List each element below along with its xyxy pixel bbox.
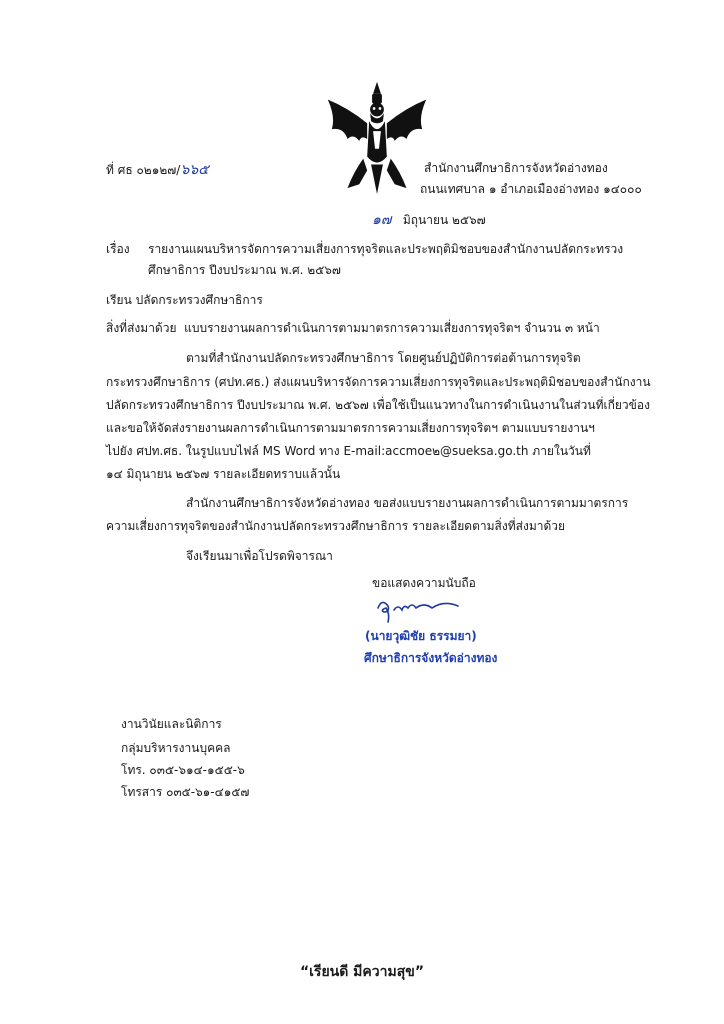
paragraph-2-line-2: ความเสี่ยงการทุจริตของสำนักงานปลัดกระทรวงศึกษาธิการ รายละเอียดตามสิ่งที่ส่งมาด้วย <box>106 519 566 533</box>
enclosure-value: แบบรายงานผลการดำเนินการตามมาตรการความเสี่ยงการทุจริตฯ จำนวน ๓ หน้า <box>184 321 600 335</box>
reference-number-handwritten: ๖๖๕ <box>180 162 209 178</box>
date-month-year: มิถุนายน ๒๕๖๗ <box>402 213 486 227</box>
subject-label: เรื่อง <box>106 242 130 256</box>
closing-salutation: ขอแสดงความนับถือ <box>372 576 476 590</box>
contact-phone: โทร. ๐๓๕-๖๑๔-๑๕๕-๖ <box>121 763 245 777</box>
letter-date <box>372 212 486 228</box>
office-address: ถนนเทศบาล ๑ อำเภอเมืองอ่างทอง ๑๔๐๐๐ <box>420 182 642 196</box>
enclosure-label: สิ่งที่ส่งมาด้วย <box>106 321 177 335</box>
paragraph-1-line-3: ปลัดกระทรวงศึกษาธิการ ปีงบประมาณ พ.ศ. ๒๕๖๗ เพื่อใช้เป็นแนวทางในการดำเนินงานในส่วนที่เกี่ยวข้อง <box>106 398 650 412</box>
handwritten-signature <box>372 596 464 624</box>
office-name: สำนักงานศึกษาธิการจังหวัดอ่างทอง <box>424 161 608 175</box>
paragraph-1-line-1: ตามที่สำนักงานปลัดกระทรวงศึกษาธิการ โดยศูนย์ปฏิบัติการต่อต้านการทุจริต <box>186 351 581 365</box>
contact-unit: งานวินัยและนิติการ <box>121 717 222 731</box>
recipient <box>106 292 263 308</box>
signer-name: (นายวุฒิชัย ธรรมยา) <box>365 629 477 643</box>
signer-title: ศึกษาธิการจังหวัดอ่างทอง <box>364 651 498 665</box>
recipient-value: ปลัดกระทรวงศึกษาธิการ <box>135 293 263 307</box>
paragraph-1-line-5: ไปยัง ศปท.ศธ. ในรูปแบบไฟล์ MS Word ทาง E-mail:accmoe๒@sueksa.go.th ภายในวันที่ <box>106 444 591 458</box>
paragraph-2-line-1: สำนักงานศึกษาธิการจังหวัดอ่างทอง ขอส่งแบบรายงานผลการดำเนินการตามมาตรการ <box>186 496 629 510</box>
garuda-emblem-icon <box>318 78 436 196</box>
contact-group: กลุ่มบริหารงานบุคคล <box>121 741 231 755</box>
paragraph-1-line-6: ๑๔ มิถุนายน ๒๕๖๗ รายละเอียดทราบแล้วนั้น <box>106 467 341 481</box>
recipient-label: เรียน <box>106 293 132 307</box>
subject-line-1: รายงานแผนบริหารจัดการความเสี่ยงการทุจริตและประพฤติมิชอบของสำนักงานปลัดกระทรวง <box>148 242 624 256</box>
enclosure <box>106 320 600 336</box>
motto: “เรียนดี มีความสุข” <box>299 964 425 980</box>
reference-number <box>106 162 209 178</box>
reference-prefix: ที่ ศธ ๐๒๑๒๗/ <box>106 163 181 177</box>
subject-line-2: ศึกษาธิการ ปีงบประมาณ พ.ศ. ๒๕๖๗ <box>148 263 341 277</box>
paragraph-1-line-2: กระทรวงศึกษาธิการ (ศปท.ศธ.) ส่งแผนบริหารจัดการความเสี่ยงการทุจริตและประพฤติมิชอบของสำนักงาน <box>106 375 651 389</box>
contact-fax: โทรสาร ๐๓๕-๖๑-๔๑๕๗ <box>121 785 250 799</box>
paragraph-1-line-4: และขอให้จัดส่งรายงานผลการดำเนินการตามมาตรการความเสี่ยงการทุจริตฯ ตามแบบรายงานฯ <box>106 421 595 435</box>
date-day-handwritten: ๑๗ <box>372 212 392 228</box>
paragraph-3: จึงเรียนมาเพื่อโปรดพิจารณา <box>186 549 333 563</box>
